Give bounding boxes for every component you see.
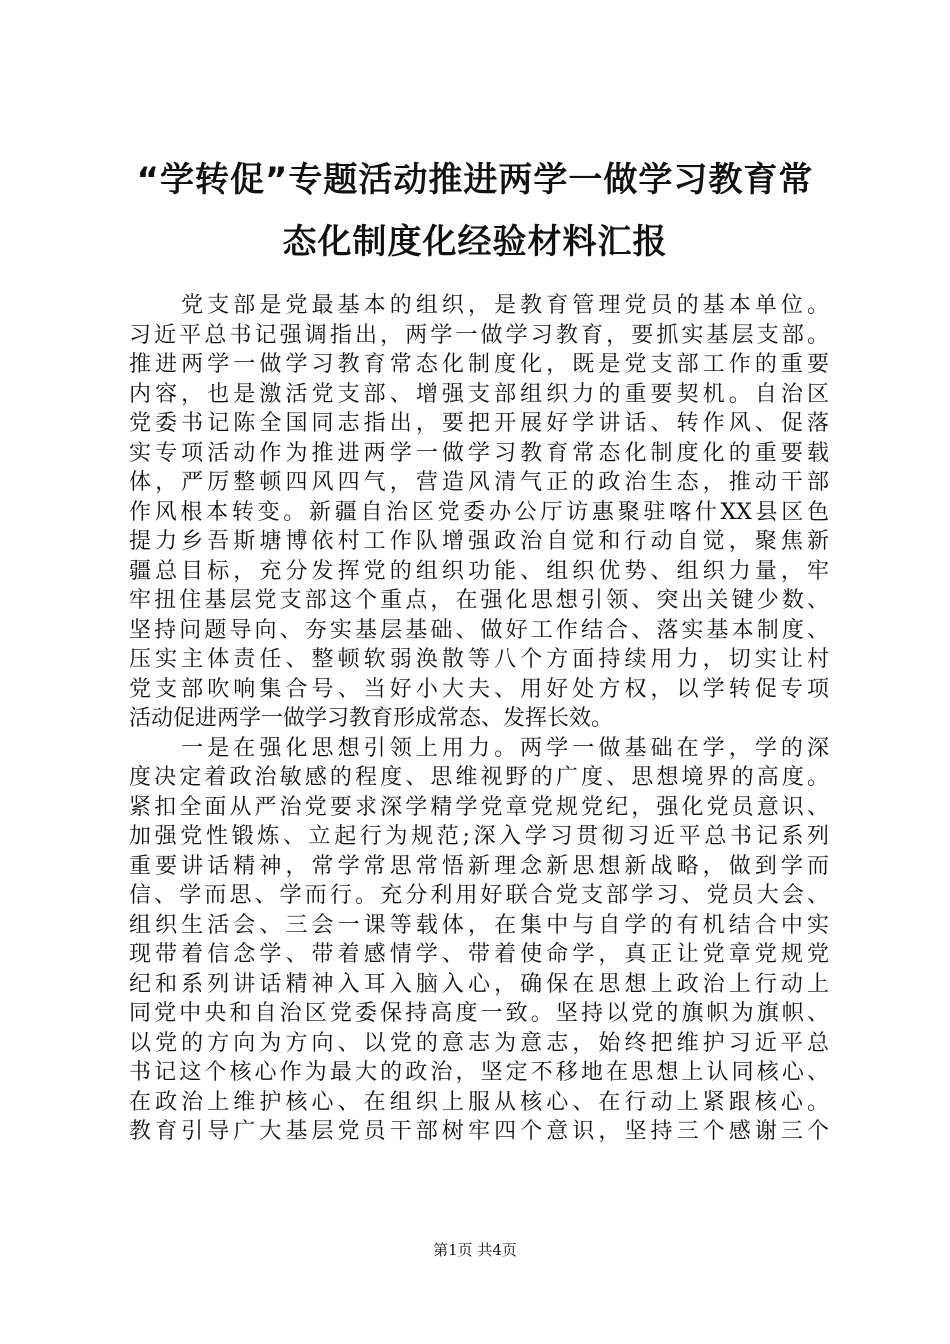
page-footer: 第1页 共4页: [433, 1241, 517, 1259]
body-line: 以党的方向为方向、以党的意志为意志，始终把维护习近平总: [129, 1030, 829, 1056]
body-line: 纪和系列讲话精神入耳入脑入心，确保在思想上政治上行动上: [129, 971, 829, 997]
body-line: 党支部是党最基本的组织，是教育管理党员的基本单位。: [129, 293, 829, 318]
body-line: 度决定着政治敏感的程度、思维视野的广度、思想境界的高度。: [129, 765, 829, 790]
body-line: 加强党性锻炼、立起行为规范;深入学习贯彻习近平总书记系列: [129, 824, 829, 849]
body-line: 紧扣全面从严治党要求深学精学党章党规党纪，强化党员意识、: [129, 794, 829, 820]
body-line: 书记这个核心作为最大的政治，坚定不移地在思想上认同核心、: [129, 1060, 829, 1085]
body-line: 疆总目标，充分发挥党的组织功能、组织优势、组织力量，牢: [129, 558, 829, 584]
body-line: 一是在强化思想引领上用力。两学一做基础在学，学的深: [129, 735, 829, 761]
document-title-line-1: “学转促”专题活动推进两学一做学习教育常: [136, 160, 814, 200]
body-line: 教育引导广大基层党员干部树牢四个意识，坚持三个感谢三个: [129, 1119, 829, 1144]
body-line: 同党中央和自治区党委保持高度一致。坚持以党的旗帜为旗帜、: [129, 1001, 829, 1026]
body-line: 在政治上维护核心、在组织上服从核心、在行动上紧跟核心。: [129, 1089, 829, 1115]
document-title-line-2: 态化制度化经验材料汇报: [282, 222, 668, 262]
body-line: 内容，也是激活党支部、增强支部组织力的重要契机。自治区: [129, 381, 829, 407]
body-line: 习近平总书记强调指出，两学一做学习教育，要抓实基层支部。: [129, 322, 829, 348]
document-body: [129, 291, 829, 1147]
body-line: 推进两学一做学习教育常态化制度化，既是党支部工作的重要: [129, 352, 829, 377]
body-line: 党委书记陈全国同志指出，要把开展好学讲话、转作风、促落: [129, 411, 829, 436]
body-line: 重要讲话精神，常学常思常悟新理念新思想新战略，做到学而: [129, 853, 829, 879]
body-line: 作风根本转变。新疆自治区党委办公厅访惠聚驻喀什XX县区色: [129, 499, 829, 525]
body-line: 实专项活动作为推进两学一做学习教育常态化制度化的重要载: [129, 440, 829, 466]
body-line: 活动促进两学一做学习教育形成常态、发挥长效。: [129, 706, 614, 731]
body-line: 坚持问题导向、夯实基层基础、做好工作结合、落实基本制度、: [129, 617, 829, 643]
body-line: 组织生活会、三会一课等载体，在集中与自学的有机结合中实: [129, 912, 829, 938]
body-line: 体，严厉整顿四风四气，营造风清气正的政治生态，推动干部: [129, 470, 829, 495]
body-line: 信、学而思、学而行。充分利用好联合党支部学习、党员大会、: [129, 883, 829, 908]
body-line: 牢扭住基层党支部这个重点，在强化思想引领、突出关键少数、: [129, 588, 829, 613]
body-line: 压实主体责任、整顿软弱涣散等八个方面持续用力，切实让村: [129, 647, 829, 672]
body-line: 党支部吹响集合号、当好小大夫、用好处方权，以学转促专项: [129, 676, 829, 702]
body-line: 现带着信念学、带着感情学、带着使命学，真正让党章党规党: [129, 942, 829, 967]
body-line: 提力乡吾斯塘博依村工作队增强政治自觉和行动自觉，聚焦新: [129, 529, 829, 554]
